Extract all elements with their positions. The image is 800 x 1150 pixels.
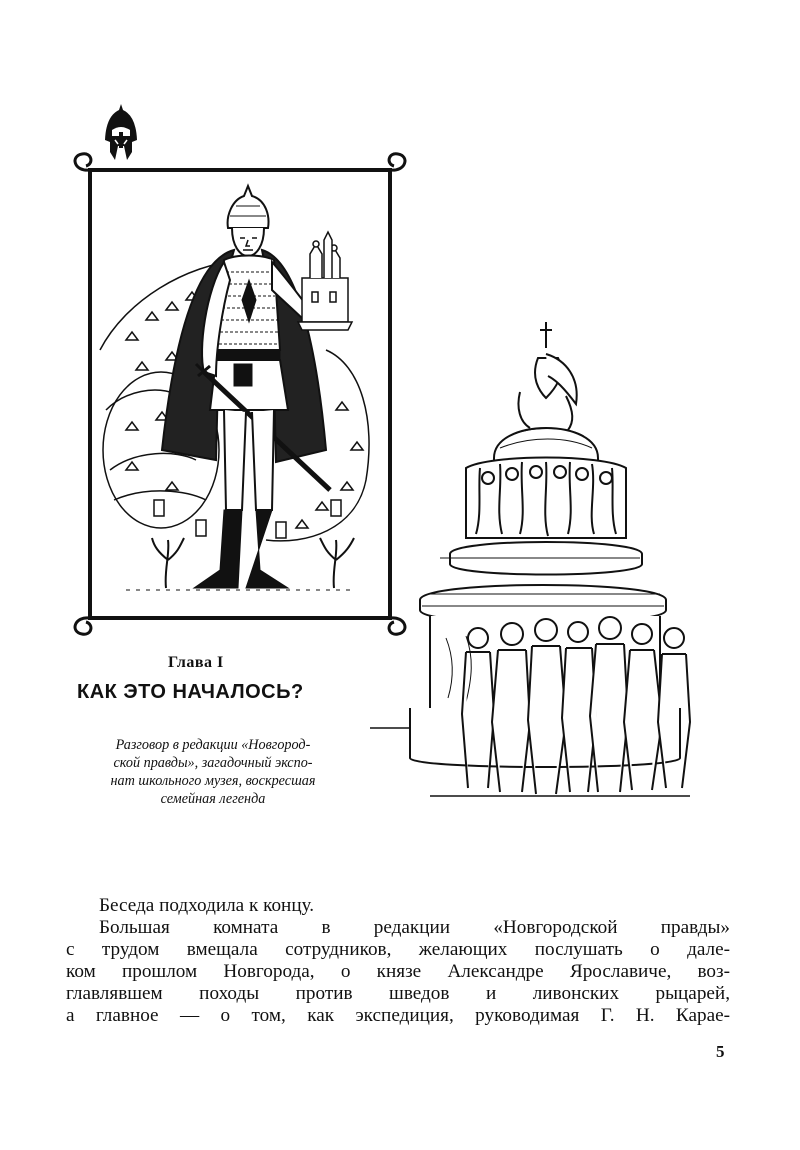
subtitle-line: ской правды», загадочный экспо-	[113, 755, 313, 771]
monument-illustration	[370, 318, 700, 808]
subtitle-line: семейная легенда	[160, 791, 266, 807]
chapter-subtitle	[60, 736, 366, 808]
boots	[194, 510, 288, 588]
prince-helmet	[228, 186, 269, 228]
body-line: ком прошлом Новгорода, о князе Александре Ярославиче, воз-	[66, 961, 730, 982]
legs	[224, 410, 274, 510]
chapter-title: КАК ЭТО НАЧАЛОСЬ?	[77, 681, 304, 703]
subtitle-line: Разговор в редакции «Новгород-	[115, 737, 311, 753]
subtitle-line: нат школьного музея, воскресшая	[110, 773, 316, 789]
pedestal	[410, 542, 680, 767]
body-text	[66, 895, 730, 1027]
sculpture-ring	[466, 458, 626, 539]
monument-top	[518, 322, 576, 430]
body-line: главлявшем походы против шведов и ливонских рыцарей,	[66, 983, 730, 1004]
body-line: Большая комната в редакции «Новгородской правды»	[99, 917, 730, 938]
body-line: Беседа подходила к концу.	[99, 895, 315, 916]
body-line: с трудом вмещала сотрудников, желающих послушать о дале-	[66, 939, 730, 960]
page-number: 5	[716, 1042, 725, 1061]
kremlin-model	[298, 232, 352, 330]
chapter-label: Глава I	[168, 654, 224, 671]
prince-illustration	[66, 150, 412, 640]
body-line: а главное — о том, как экспедиция, руководимая Г. Н. Карае-	[66, 1005, 730, 1026]
